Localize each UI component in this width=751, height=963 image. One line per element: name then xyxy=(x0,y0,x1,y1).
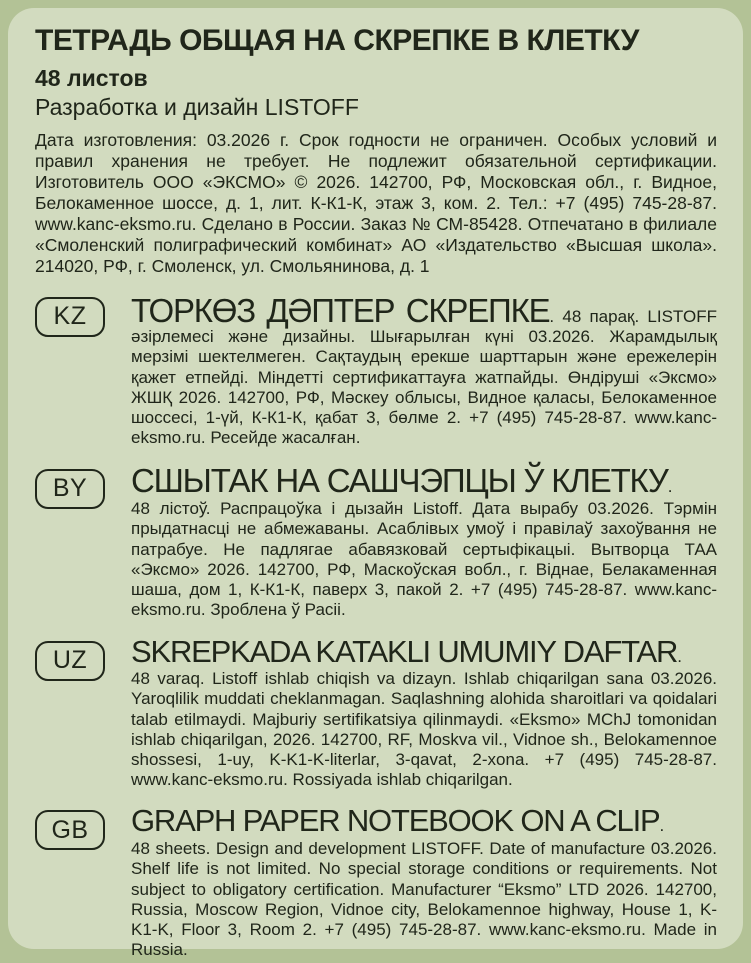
label-card xyxy=(8,8,743,960)
section-content xyxy=(131,292,717,449)
section-heading-gb: GRAPH PAPER NOTEBOOK ON A CLIP xyxy=(131,803,660,839)
section-heading-uz: SKREPKADA KATAKLI UMUMIY DAFTAR xyxy=(131,633,678,669)
country-badge-gb xyxy=(35,810,105,850)
section-body-by: 48 лістоў. Распрацоўка і дызайн Listoff. Дата вырабу 03.2026. Тэрмін прыдатнасці не абмежаваны. Асаблівых умоў і правілаў захоўвання не патрабуе. Не падлягае абавязковай сертыфікацыі. Вытворца ТАА «Эксмо» 2026. 142700, РФ, Маскоўская вобл., г. Віднае, Белакаменная шаша, дом 1, К-К1-К, паверх 3, пакой 2. +7 (495) 745-28-87. www.kanc-eksmo.ru. Зроблена ў Расіі. xyxy=(131,499,717,620)
section-by xyxy=(35,461,717,621)
section-uz xyxy=(35,633,717,791)
page-title: ТЕТРАДЬ ОБЩАЯ НА СКРЕПКЕ В КЛЕТКУ xyxy=(35,24,639,57)
badge-code: KZ xyxy=(53,302,87,331)
section-heading-row xyxy=(131,633,717,669)
design-credit: Разработка и дизайн LISTOFF xyxy=(35,94,359,121)
section-heading-row xyxy=(131,805,717,837)
section-body-gb: 48 sheets. Design and development LISTOFF. Date of manufacture 03.2026. Shelf life is not limited. No special storage conditions or requirements. Not subject to obligatory certification. Manufacturer “Eksmo” LTD 2026. 142700, Russia, Moscow Region, Vidnoe city, Belokamennoe highway, House 1, K-K1-K, Floor 3, Room 2. +7 (495) 745-28-87. www.kanc-eksmo.ru. Made in Russia. xyxy=(131,839,717,960)
badge-code: BY xyxy=(52,474,88,503)
section-kz xyxy=(35,292,717,449)
section-heading-by: СШЫТАК НА САШЧЭПЦЫ Ў КЛЕТКУ xyxy=(131,461,668,499)
badge-column xyxy=(35,292,131,337)
heading-period: . xyxy=(677,646,682,666)
badge-code: UZ xyxy=(52,646,88,675)
section-body-kz: 48 парақ. LISTOFF әзірлемесі және дизайны. Шығарылған күні 03.2026. Жарамдылық мерзімі шектелмеген. Сақтаудың ерекше шарттарын және ережелерін қажет етпейді. Міндетті сертификаттауға жатпайды. Өндіруші «Эксмо» ЖШҚ 2026. 142700, РФ, Мәскеу облысы, Видное қаласы, Белокаменное шоссесі, 1-үй, К-К1-К, қабат 3, бөлме 2. +7 (495) 745-28-87. www.kanc-eksmo.ru. Ресейде жасалған. xyxy=(131,306,718,448)
section-heading-kz: ТОРКӨЗ ДӘПТЕР СКРЕПКЕ xyxy=(131,291,550,329)
section-content xyxy=(131,461,717,621)
heading-period: . xyxy=(549,306,555,326)
section-content xyxy=(131,633,717,791)
sheet-count: 48 листов xyxy=(35,65,148,91)
badge-code: GB xyxy=(51,815,89,844)
badge-column xyxy=(35,464,131,509)
section-gb xyxy=(35,805,717,960)
heading-period: . xyxy=(667,476,673,496)
section-paragraph xyxy=(131,291,718,449)
section-content xyxy=(131,805,717,960)
heading-period: . xyxy=(659,816,665,836)
country-badge-uz xyxy=(35,641,105,681)
badge-column xyxy=(35,636,131,681)
manufacture-info-ru: Дата изготовления: 03.2026 г. Срок годности не ограничен. Особых условий и правил хранения не требует. Не подлежит обязательной сертификации. Изготовитель ООО «ЭКСМО» © 2026. 142700, РФ, Московская обл., г. Видное, Белокаменное шоссе, д. 1, лит. К-К1-К, этаж 3, ком. 2. Тел.: +7 (495) 745-28-87. www.kanc-eksmo.ru. Сделано в России. Заказ № СМ-85428. Отпечатано в филиале «Смоленский полиграфический комбинат» АО «Издательство «Высшая школа». 214020, РФ, г. Смоленск, ул. Смольянинова, д. 1 xyxy=(35,129,717,276)
country-badge-kz xyxy=(35,297,105,337)
badge-column xyxy=(35,805,131,850)
section-heading-row xyxy=(131,461,717,499)
section-body-uz: 48 varaq. Listoff ishlab chiqish va dizayn. Ishlab chiqarilgan sana 03.2026. Yaroqlilik muddati cheklanmagan. Saqlashning alohida sharoitlari va qoidalari talab etilmaydi. Majburiy sertifikatsiya qilinmaydi. «Eksmo» MChJ tomonidan ishlab chiqarilgan, 2026. 142700, RF, Moskva vil., Vidnoe sh., Belokamennoe shossesi, 1-uy, K-K1-K-literlar, 3-qavat, 2-xona. +7 (495) 745-28-87. www.kanc-eksmo.ru. Rossiyada ishlab chiqarilgan. xyxy=(131,669,717,790)
country-badge-by xyxy=(35,469,105,509)
